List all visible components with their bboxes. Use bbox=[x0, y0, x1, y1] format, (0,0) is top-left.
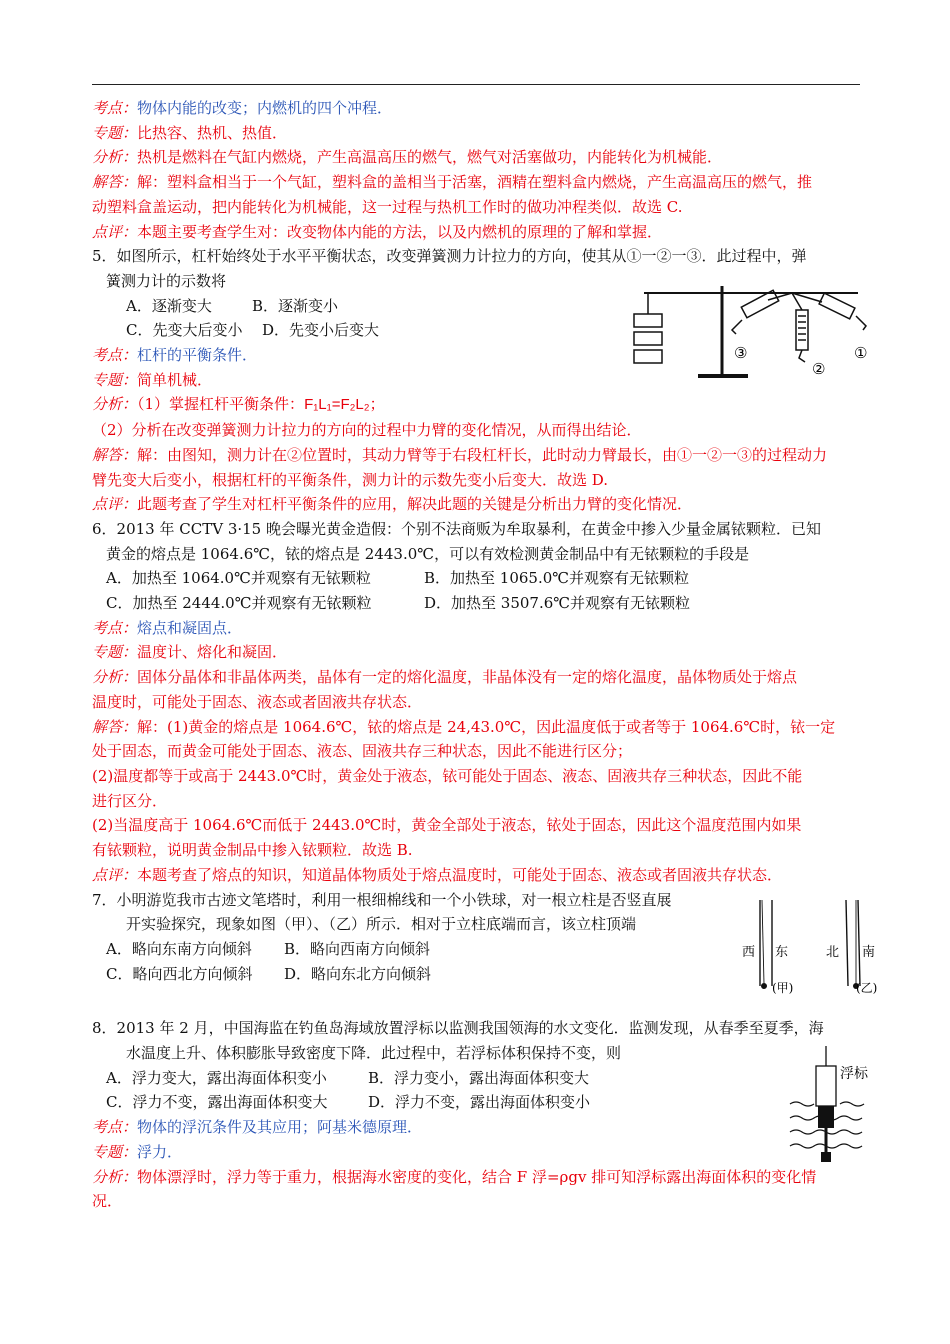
spring-balance-1 bbox=[819, 293, 855, 319]
label-east: 东 bbox=[775, 945, 789, 960]
q5-fenxi-line1: 分析：（1）掌握杠杆平衡条件：F₁L₁=F₂L₂； bbox=[92, 395, 385, 414]
q6-options-ab: A．加热至 1064.0℃并观察有无铱颗粒 B．加热至 1065.0℃并观察有无铱颗粒 bbox=[106, 569, 690, 588]
q6-fenxi-line1: 分析：固体分晶体和非晶体两类，晶体有一定的熔化温度，非晶体没有一定的熔化温度，晶体物质处于熔点 bbox=[92, 668, 798, 687]
lever-figure bbox=[630, 280, 880, 385]
q4-fenxi: 分析：热机是燃料在气缸内燃烧，产生高温高压的燃气，燃气对活塞做功，内能转化为机械能． bbox=[92, 148, 723, 167]
header-rule bbox=[92, 84, 860, 85]
q4-jieda-line2: 动塑料盒盖运动，把内能转化为机械能，这一过程与热机工作时的做功冲程类似．故选 C. bbox=[92, 197, 683, 216]
q4-jieda-line1: 解答：解：塑料盒相当于一个气缸，塑料盒的盖相当于活塞，酒精在塑料盒内燃烧，产生高温高压的燃气，推 bbox=[92, 173, 813, 192]
q6-zhuanti: 专题：温度计、熔化和凝固． bbox=[92, 643, 288, 662]
label-pos-3: ③ bbox=[734, 344, 748, 362]
q5-fenxi-line2: （2）分析在改变弹簧测力计拉力的方向的过程中力臂的变化情况，从而得出结论． bbox=[92, 421, 642, 440]
q6-fenxi-line2: 温度时，可能处于固态、液态或者固液共存状态． bbox=[92, 692, 423, 711]
document-page bbox=[92, 96, 862, 1214]
q6-kaodian: 考点：熔点和凝固点． bbox=[92, 618, 243, 637]
q4-dianping: 点评：本题主要考查学生对：改变物体内能的方法，以及内燃机的原理的了解和掌握． bbox=[92, 222, 663, 241]
plumb-bob-jia bbox=[761, 983, 767, 989]
q8-options-cd: C．浮力不变，露出海面体积变大 D．浮力不变，露出海面体积变小 bbox=[106, 1093, 591, 1112]
q4-kaodian: 考点：物体内能的改变；内燃机的四个冲程． bbox=[92, 99, 393, 117]
q7-stem-line2: 开实验探究，现象如图（甲）、（乙）所示．相对于立柱底端而言，该立柱顶端 bbox=[126, 915, 637, 934]
q6-dianping: 点评：本题考查了熔点的知识，知道晶体物质处于熔点温度时，可能处于固态、液态或者固液共存状态． bbox=[92, 865, 783, 884]
buoy-label: 浮标 bbox=[840, 1066, 868, 1082]
plumb-figure bbox=[738, 898, 888, 996]
q5-options-ab: A．逐渐变大 B．逐渐变小 bbox=[126, 296, 339, 315]
spring-balance-3 bbox=[741, 290, 778, 317]
q6-jieda-line2: 处于固态，而黄金可能处于固态、液态、固液共存三种状态，因此不能进行区分； bbox=[92, 742, 633, 761]
q6-options-cd: C．加热至 2444.0℃并观察有无铱颗粒 D．加热至 3507.6℃并观察有无铱颗粒 bbox=[106, 594, 691, 613]
q8-stem-line1: 8．2013 年 2 月，中国海监在钓鱼岛海域放置浮标以监测我国领海的水文变化．监测发现，从春季至夏季，海 bbox=[92, 1019, 824, 1038]
buoy-anchor bbox=[821, 1152, 831, 1162]
q6-jieda-line3: (2)温度都等于或高于 2443.0℃时，黄金处于液态，铱可能处于固态、液态、固液共存三种状态，因此不能 bbox=[92, 766, 803, 785]
q5-kaodian: 考点：杠杆的平衡条件． bbox=[92, 346, 258, 365]
label-pos-1: ① bbox=[854, 344, 868, 362]
q6-stem-line1: 6．2013 年 CCTV 3·15 晚会曝光黄金造假：个别不法商贩为牟取暴利，在黄金中掺入少量金属铱颗粒．已知 bbox=[92, 519, 821, 538]
weight-block-3 bbox=[634, 350, 662, 363]
q5-dianping: 点评：此题考查了学生对杠杆平衡条件的应用，解决此题的关键是分析出力臂的变化情况． bbox=[92, 495, 693, 514]
label-yi: (乙) bbox=[856, 981, 878, 995]
q5-options-cd: C．先变大后变小 D．先变小后变大 bbox=[126, 321, 380, 340]
q8-options-ab: A．浮力变大，露出海面体积变小 B．浮力变小，露出海面体积变大 bbox=[106, 1068, 590, 1087]
q7-options-cd: C．略向西北方向倾斜 D．略向东北方向倾斜 bbox=[106, 964, 432, 983]
buoy-figure bbox=[782, 1042, 878, 1168]
q5-jieda-line2: 臂先变大后变小，根据杠杆的平衡条件，测力计的示数先变小后变大．故选 D. bbox=[92, 470, 609, 489]
weight-block-1 bbox=[634, 314, 662, 327]
q8-zhuanti: 专题：浮力． bbox=[92, 1142, 183, 1161]
q6-stem-line2: 黄金的熔点是 1064.6℃，铱的熔点是 2443.0℃，可以有效检测黄金制品中有无铱颗粒的手段是 bbox=[106, 544, 750, 563]
q5-stem-line1: 5．如图所示，杠杆始终处于水平平衡状态，改变弹簧测力计拉力的方向，使其从①一②一③．此过程中，弹 bbox=[92, 247, 807, 266]
q8-kaodian: 考点：物体的浮沉条件及其应用；阿基米德原理． bbox=[92, 1118, 423, 1137]
q6-jieda-line4: 进行区分． bbox=[92, 791, 168, 810]
q6-jieda-line6: 有铱颗粒，说明黄金制品中掺入铱颗粒．故选 B. bbox=[92, 841, 413, 860]
label-pos-2: ② bbox=[812, 360, 826, 378]
q8-stem-line2: 水温度上升、体积膨胀导致密度下降．此过程中，若浮标体积保持不变，则 bbox=[126, 1044, 622, 1063]
label-north: 北 bbox=[826, 945, 840, 960]
q5-stem-line2: 簧测力计的示数将 bbox=[106, 271, 227, 290]
q8-fenxi-line1: 分析：物体漂浮时，浮力等于重力，根据海水密度的变化，结合 F 浮=ρgv 排可知浮标露出海面体积的变化情 bbox=[92, 1167, 817, 1186]
q7-stem-line1: 7．小明游览我市古迹文笔塔时，利用一根细棉线和一个小铁球，对一根立柱是否竖直展 bbox=[92, 890, 672, 909]
q6-jieda-line1: 解答：解：(1)黄金的熔点是 1064.6℃，铱的熔点是 24,43.0℃，因此温度低于或者等于 1064.6℃时，铱一定 bbox=[92, 717, 836, 736]
buoy-body bbox=[816, 1066, 836, 1106]
q7-options-ab: A．略向东南方向倾斜 B．略向西南方向倾斜 bbox=[106, 939, 431, 958]
q5-zhuanti: 专题：简单机械． bbox=[92, 370, 213, 389]
q4-zhuanti: 专题：比热容、热机、热值． bbox=[92, 123, 288, 142]
buoy-submerged bbox=[818, 1106, 834, 1128]
q6-jieda-line5: (2)当温度高于 1064.6℃而低于 2443.0℃时，黄金全部处于液态，铱处于固态，因此这个温度范围内如果 bbox=[92, 816, 802, 835]
label-west: 西 bbox=[742, 945, 756, 960]
weight-block-2 bbox=[634, 332, 662, 345]
label-jia: (甲) bbox=[772, 981, 794, 995]
q5-jieda-line1: 解答：解：由图知，测力计在②位置时，其动力臂等于右段杠杆长，此时动力臂最长，由①一②一③的过程动力 bbox=[92, 445, 828, 464]
label-south: 南 bbox=[862, 945, 876, 960]
q8-fenxi-line2: 况． bbox=[92, 1192, 123, 1211]
